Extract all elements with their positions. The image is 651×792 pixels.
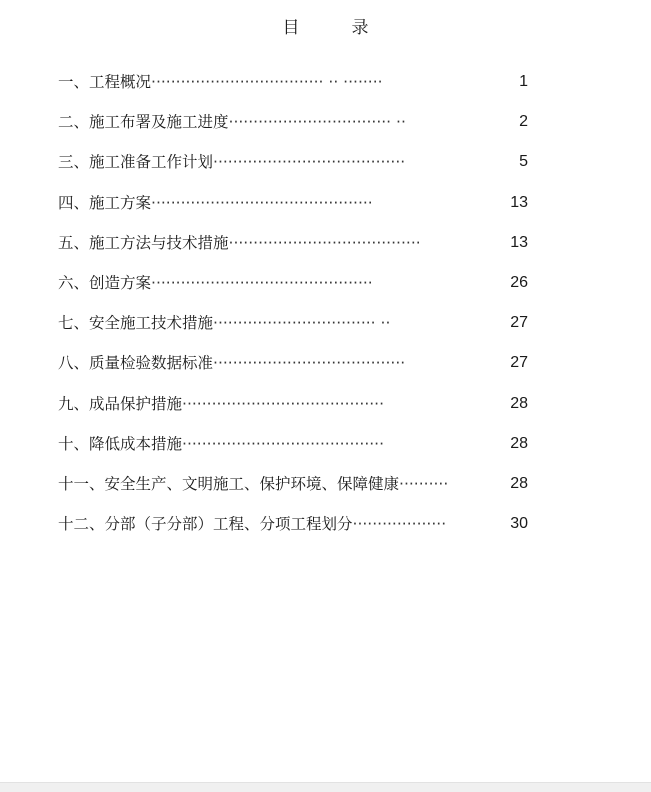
toc-leader-dots: ········································· <box>182 434 385 453</box>
toc-entry-text <box>58 430 488 458</box>
toc-leader-dots: ··································· ·· ········ <box>151 73 383 91</box>
toc-leader-dots: ············································· <box>151 273 373 292</box>
toc-entry[interactable] <box>58 229 538 269</box>
toc-entry[interactable] <box>58 390 538 430</box>
toc-leader-dots: ······································· <box>213 354 406 373</box>
toc-entry-text <box>58 108 488 136</box>
toc-entry-text <box>58 148 488 176</box>
toc-entry[interactable] <box>58 269 538 309</box>
toc-entry-label: 十、降低成本措施 <box>58 434 183 453</box>
toc-leader-dots: ··················· <box>352 515 447 534</box>
toc-leader-dots: ······································· <box>213 153 406 172</box>
toc-entry-label: 十二、分部（子分部）工程、分项工程划分 <box>58 515 353 534</box>
toc-leader-dots: ······································· <box>228 233 421 252</box>
toc-page-number: 13 <box>510 193 528 211</box>
toc-entry-label: 十一、安全生产、文明施工、保护环境、保障健康 <box>58 474 400 493</box>
toc-entry-label: 六、创造方案 <box>58 273 152 292</box>
toc-entry-text <box>58 349 488 377</box>
toc-entry[interactable] <box>58 108 538 148</box>
toc-entry-label: 九、成品保护措施 <box>58 394 183 413</box>
toc-entry-text <box>58 68 488 96</box>
toc-entry[interactable] <box>58 309 538 349</box>
title-char-left: 目 <box>282 18 300 38</box>
toc-entry-text <box>58 390 488 418</box>
toc-entry[interactable] <box>58 189 538 229</box>
toc-leader-dots: ········································· <box>182 394 385 413</box>
toc-page-number: 26 <box>510 273 528 291</box>
toc-leader-dots: ································· ·· <box>213 314 391 333</box>
toc-entry-label: 五、施工方法与技术措施 <box>58 233 229 252</box>
toc-entry-label: 七、安全施工技术措施 <box>58 314 214 333</box>
toc-entry-label: 一、工程概况 <box>58 73 152 91</box>
toc-entry[interactable] <box>58 470 538 510</box>
toc-page-number: 13 <box>510 233 528 251</box>
toc-page-number: 2 <box>519 113 528 131</box>
table-of-contents <box>58 68 538 550</box>
toc-entry-text <box>58 269 488 297</box>
title-char-right: 录 <box>351 18 369 38</box>
toc-leader-dots: ············································· <box>151 193 373 212</box>
toc-leader-dots: ································· ·· <box>228 113 406 132</box>
page-title <box>0 13 651 38</box>
toc-entry-label: 八、质量检验数据标准 <box>58 354 214 373</box>
toc-page-number: 27 <box>510 314 528 332</box>
toc-entry[interactable] <box>58 430 538 470</box>
toc-entry-text <box>58 470 488 498</box>
toc-leader-dots: ·········· <box>399 474 449 493</box>
toc-entry[interactable] <box>58 148 538 188</box>
toc-page-number: 28 <box>510 474 528 492</box>
toc-page-number: 1 <box>519 73 528 90</box>
toc-entry-text <box>58 309 488 337</box>
toc-page-number: 5 <box>519 153 528 171</box>
toc-entry[interactable] <box>58 510 538 550</box>
toc-page-number: 27 <box>510 354 528 372</box>
toc-entry-label: 二、施工布署及施工进度 <box>58 113 229 132</box>
toc-entry-text <box>58 189 488 217</box>
toc-entry-text <box>58 229 488 257</box>
toc-page-number: 28 <box>510 394 528 412</box>
toc-entry-label: 三、施工准备工作计划 <box>58 153 214 172</box>
toc-entry[interactable] <box>58 349 538 389</box>
toc-entry-label: 四、施工方案 <box>58 193 152 212</box>
toc-page-number: 28 <box>510 434 528 452</box>
toc-entry[interactable] <box>58 68 538 108</box>
toc-page-number: 30 <box>510 515 528 533</box>
toc-entry-text <box>58 510 488 538</box>
